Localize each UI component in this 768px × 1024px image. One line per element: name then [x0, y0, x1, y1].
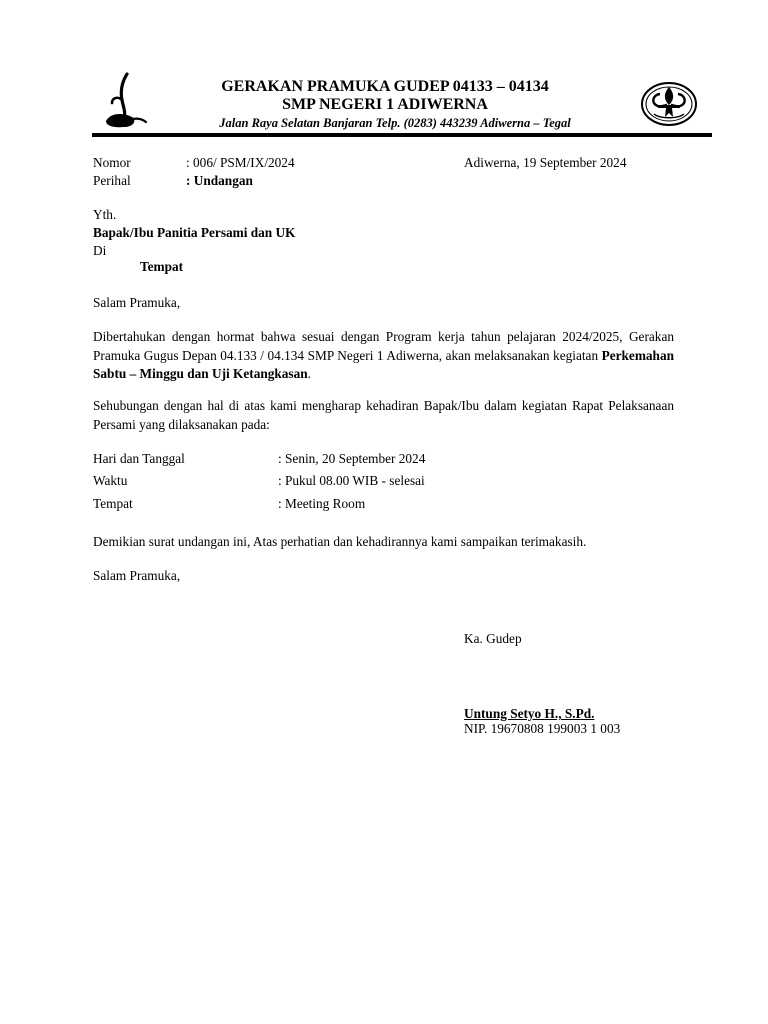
school-name: SMP NEGERI 1 ADIWERNA	[282, 96, 488, 113]
nomor-label: Nomor	[93, 155, 131, 170]
detail-value: : Pukul 08.00 WIB - selesai	[278, 473, 425, 488]
detail-label: Hari dan Tanggal	[93, 451, 185, 466]
perihal-label: Perihal	[93, 173, 131, 188]
perihal-value: : Undangan	[186, 173, 253, 188]
org-name: GERAKAN PRAMUKA GUDEP 04133 – 04134	[221, 78, 549, 95]
detail-value: : Senin, 20 September 2024	[278, 451, 426, 466]
place-date: Adiwerna, 19 September 2024	[464, 155, 627, 170]
letterhead	[150, 78, 620, 131]
tunas-kelapa-logo	[100, 72, 150, 132]
para1-text: Dibertahukan dengan hormat bahwa sesuai dengan Program kerja tahun pelajaran 2024/2025, Gerakan Pramuka Gugus Depan 04.133 / 04.134 SMP Negeri 1 Adiwerna, akan melaksanakan kegiatan	[93, 329, 674, 363]
recipient-di: Di	[93, 243, 107, 258]
para1-event: Perkemahan Sabtu – Minggu dan Uji Ketangkasan	[93, 347, 674, 381]
nomor-value: : 006/ PSM/IX/2024	[186, 155, 295, 170]
scout-emblem-logo	[640, 80, 698, 128]
recipient-yth: Yth.	[93, 207, 117, 222]
paragraph-announcement	[93, 328, 674, 384]
address-line: Jalan Raya Selatan Banjaran Telp. (0283) 443239 Adiwerna – Tegal	[219, 116, 571, 130]
recipient-name: Bapak/Ibu Panitia Persami dan UK	[93, 225, 296, 240]
detail-label: Waktu	[93, 473, 128, 488]
closing-text: Demikian surat undangan ini, Atas perhatian dan kehadirannya kami sampaikan terimakasih.	[93, 534, 587, 549]
letterhead-divider	[92, 133, 712, 137]
detail-value: : Meeting Room	[278, 496, 366, 511]
para1-end: .	[307, 366, 311, 381]
detail-label: Tempat	[93, 496, 133, 511]
recipient-tempat: Tempat	[140, 259, 184, 274]
signature-name: Untung Setyo H., S.Pd.	[464, 706, 595, 721]
closing-greeting: Salam Pramuka,	[93, 568, 181, 583]
signature-nip: NIP. 19670808 199003 1 003	[464, 721, 621, 736]
greeting: Salam Pramuka,	[93, 295, 181, 310]
paragraph-invitation: Sehubungan dengan hal di atas kami mengharap kehadiran Bapak/Ibu dalam kegiatan Rapat Pelaksanaan Persami yang dilaksanakan pada:	[93, 398, 674, 432]
signature-title: Ka. Gudep	[464, 631, 522, 646]
